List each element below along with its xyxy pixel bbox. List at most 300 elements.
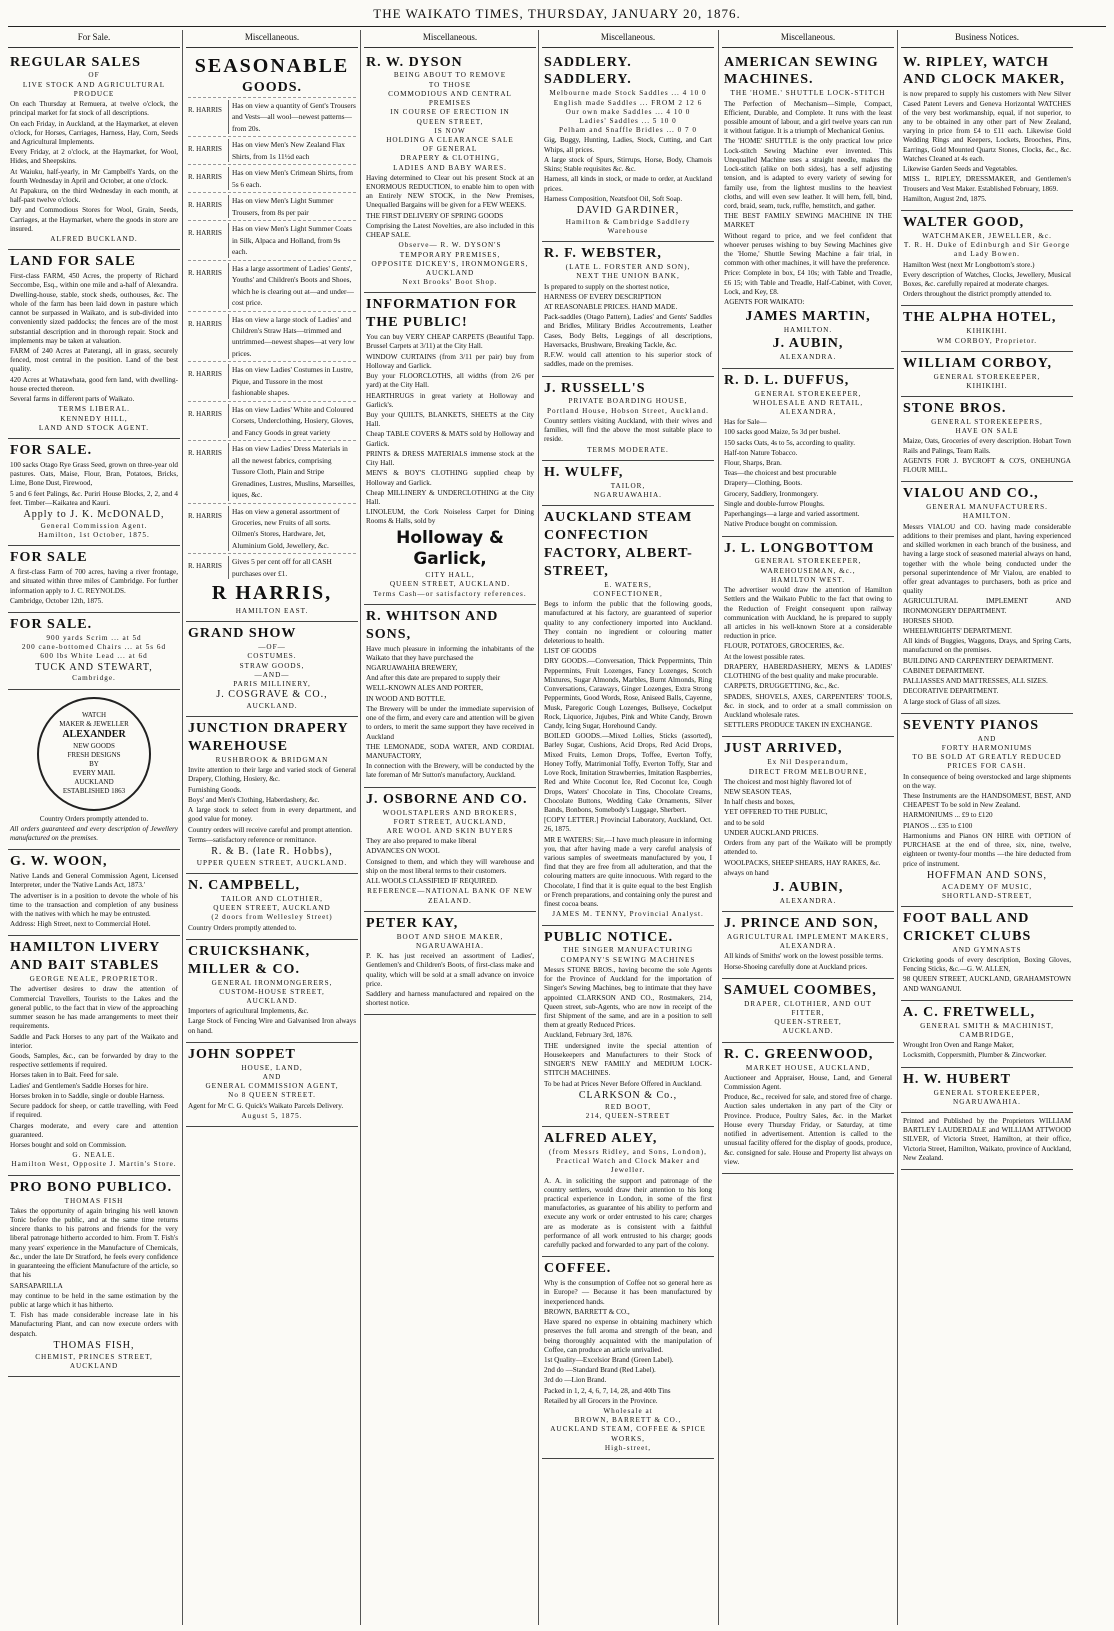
ad-paragraph: FARM of 240 Acres at Paterangi, all in grass, securely fenced, most central in the position. Land of the best quality. bbox=[10, 347, 178, 374]
ad-line: GENERAL STOREKEEPER, bbox=[933, 372, 1041, 381]
ad-paragraph: Address: High Street, next to Commercial Hotel. bbox=[10, 920, 151, 929]
advertisement bbox=[364, 293, 536, 604]
ad-paragraph: Messrs VIALOU and CO. having made considerable additions to their premises and plant, having experienced and skilled workmen in each branch of the business, and having a large stock of seasoned material always on hand, together with the whole being conducted under the personal superintendence of Mr Vialou, are enabled to offer great advantages to purchasers, both as price and quality bbox=[903, 522, 1071, 596]
ad-paragraph: Pack-saddles (Otago Pattern), Ladies' and Gents' Saddles and Bridles, Military Bridles Accoutrements, Leather Cases, Body Belts, Leggings of all descriptions, Haversacks, Brushware, Breaking Tackle, &c. bbox=[544, 313, 712, 349]
ad-paragraph: The advertiser desires to draw the attention of Commercial Travellers, Tourists to the Lakes and the general public, to the fact that in view of the approaching summer season he has made arrangements to meet their requirements. bbox=[10, 985, 178, 1031]
ad-paragraph: These Instruments are the HANDSOMEST, BEST, AND CHEAPEST To be sold in New Zealand. bbox=[903, 792, 1071, 810]
ad-line: KIHIKIHI. bbox=[966, 327, 1008, 336]
ad-title: SADDLERY. SADDLERY. bbox=[544, 54, 632, 88]
harris-item: Has on view Men's Light Summer Trousers, from 8s per pair bbox=[228, 195, 356, 218]
column-header: Miscellaneous. bbox=[722, 30, 894, 48]
advertisement bbox=[186, 51, 358, 623]
ad-paragraph: 100 sacks good Maize, 5s 3d per bushel. bbox=[724, 428, 841, 437]
ad-signoff: QUEEN STREET, AUCKLAND. bbox=[389, 580, 511, 589]
ad-line: ARE WOOL AND SKIN BUYERS bbox=[386, 827, 514, 836]
advertisement bbox=[186, 940, 358, 1043]
ad-line: AND GYMNASTS bbox=[952, 945, 1022, 954]
ad-paragraph: Terms—satisfactory reference or remittance. bbox=[188, 835, 317, 844]
ad-line: BOOT AND SHOE MAKER, bbox=[396, 932, 504, 941]
ad-signoff: OPPOSITE DICKEY'S, IRONMONGERS, bbox=[371, 259, 529, 268]
ad-title: VIALOU AND CO., bbox=[903, 486, 1039, 502]
ad-line: GENERAL STOREKEEPERS, bbox=[931, 417, 1043, 426]
advertisement bbox=[364, 51, 536, 294]
ad-paragraph: The choicest and most highly flavored lot of bbox=[724, 777, 852, 786]
ad-title: FOR SALE. bbox=[10, 617, 93, 632]
ad-paragraph: The Brewery will be under the immediate supervision of one of the firm, and every care and attention will be given to orders, to merit the same support they have received in Auckland bbox=[366, 704, 534, 741]
ad-signoff: R. & B. (late R. Hobbs), bbox=[211, 845, 333, 857]
ad-paragraph: In half chests and boxes, bbox=[724, 798, 795, 807]
ad-line: CUSTOM-HOUSE STREET, bbox=[219, 987, 325, 996]
ad-paragraph: The Perfection of Mechanism—Simple, Compact, Efficient, Durable, and Complete. It runs with the least possible amount of labour, and a girl twelve years can run it without fatigue. It is a triumph of Mechanical Genius. bbox=[724, 99, 892, 136]
ad-signoff: Hamilton & Cambridge Saddlery Warehouse bbox=[565, 217, 691, 235]
ad-paragraph: may continue to be held in the same estimation by the public at large which it has hitherto. bbox=[10, 1291, 178, 1309]
advertisement bbox=[542, 51, 714, 243]
ad-line: PARIS MILLINERY, bbox=[233, 679, 311, 688]
ad-line: OF bbox=[88, 71, 100, 80]
ad-paragraph: 150 sacks Oats, 4s to 5s, according to quality. bbox=[724, 438, 856, 447]
harris-row bbox=[188, 164, 356, 192]
ad-signoff: J. COSGRAVE & CO., bbox=[216, 689, 328, 701]
ad-paragraph: A first-class Farm of 700 acres, having a river frontage, and situated within three miles of Cambridge. For further information apply to J. C. REYNOLDS. bbox=[10, 568, 178, 595]
advertisement bbox=[364, 788, 536, 912]
ad-paragraph: HEARTHRUGS in great variety at Holloway and Garlick's. bbox=[366, 391, 534, 409]
ad-title: COFFEE. bbox=[544, 1261, 612, 1277]
ad-paragraph: [COPY LETTER.] Provincial Laboratory, Auckland, Oct. 26, 1875. bbox=[544, 816, 712, 834]
column-rule bbox=[718, 30, 719, 1625]
ad-paragraph: Hamilton, August 2nd, 1875. bbox=[903, 194, 987, 203]
ad-line: GEORGE NEALE, PROPRIETOR. bbox=[29, 975, 159, 984]
ad-title: H. W. HUBERT bbox=[903, 1071, 1011, 1087]
ad-paragraph: Horse-Shoeing carefully done at Auckland prices. bbox=[724, 962, 868, 971]
ad-title: SAMUEL COOMBES, bbox=[724, 982, 877, 998]
ad-signoff: ALFRED BUCKLAND. bbox=[50, 235, 138, 244]
ad-signoff: Next Brooks' Boot Shop. bbox=[402, 278, 498, 287]
ad-signoff: TERMS LIBERAL. bbox=[58, 405, 130, 414]
ad-signoff: CITY HALL, bbox=[425, 571, 475, 580]
ad-paragraph: Agent for Mr C. G. Quick's Waikato Parcels Delivery. bbox=[188, 1101, 344, 1110]
ad-paragraph: SARSAPARILLA bbox=[10, 1281, 63, 1290]
ad-paragraph: WOOLPACKS, SHEEP SHEARS, HAY RAKES, &c. bbox=[724, 858, 881, 867]
ad-paragraph: Harness Composition, Neatsfoot Oil, Soft Soap. bbox=[544, 194, 683, 203]
advertisement bbox=[186, 1043, 358, 1127]
ad-signoff: Observe— R. W. DYSON'S bbox=[398, 241, 502, 250]
ad-line: MARKET HOUSE, AUCKLAND, bbox=[745, 1063, 871, 1072]
ad-line: CAMBRIDGE, bbox=[959, 1031, 1015, 1040]
advertisement bbox=[722, 537, 894, 738]
column-rule bbox=[897, 30, 898, 1625]
ad-line: Melbourne made Stock Saddles ... 4 10 0 bbox=[549, 89, 707, 98]
ad-subtitle: GOODS. bbox=[241, 80, 303, 96]
ad-line: —AND— bbox=[254, 670, 290, 679]
ad-paragraph: Having determined to Clear out his present Stock at an ENORMOUS REDUCTION, to enable him to open with an Entirely NEW STOCK, in the New Premises, Unequalled Bargains will be given for a FEW WEEKS. bbox=[366, 173, 534, 210]
ad-signoff: Holloway & Garlick, bbox=[396, 527, 504, 570]
ad-line: CONFECTIONER, bbox=[593, 589, 663, 598]
harris-item: Has a large assortment of Ladies' Gents', Youths' and Children's Boots and Shoes, which he is clearing out at—and under—cost price. bbox=[228, 263, 356, 309]
ad-paragraph: Without regard to price, and we feel confident that whoever peruses wishing to buy Sewing Machines give the 'Home,' Shuttle Sewing Machine a fair trial, in common with other machines, it will have the preference. bbox=[724, 231, 892, 268]
ad-paragraph: YET OFFERED TO THE PUBLIC, bbox=[724, 808, 828, 817]
ad-paragraph: Printed and Published by the Proprietors WILLIAM BARTLEY LAUDERDALE and WILLIAM ATTWOOD SILVER, of Victoria Street, Hamilton, at their office, Victoria Street, Hamilton, Waikato, province of Auckland, New Zealand. bbox=[903, 1117, 1071, 1162]
ad-paragraph: 3rd do —Lion Brand. bbox=[544, 1376, 607, 1385]
ad-paragraph: All kinds of Smiths' work on the lowest possible terms. bbox=[724, 952, 884, 961]
harris-name: R. HARRIS bbox=[188, 268, 222, 277]
ad-paragraph: BOILED GOODS.—Mixed Lollies, Sticks (assorted), Barley Sugar, Cushions, Acid Drops, Red Acid Drops, Mixed Fruits, Lemon Drops, Toffee, Everton Toffy, Honey Toffy, Matrimonial Toffy, Everton Toffy, Star and Love Rock, Imitation Strawberries, Imitation Raspberries, Red and White Coconut Ice, Red Coconut Ice, Cough Drops, Waters' Chocolate in Tins, Chocolate Creams, Chocolate Buttons, Wedding Cake Ornaments, Silver Bands, Bonbons, Somebody's Luggage, Sherbert. bbox=[544, 732, 712, 814]
ad-title: INFORMATION FOR THE PUBLIC! bbox=[366, 297, 518, 331]
ad-line: WHOLESALE AND RETAIL, bbox=[752, 398, 864, 407]
ad-paragraph: Likewise Garden Seeds and Vegetables. bbox=[903, 165, 1018, 174]
ad-paragraph: Harness, all kinds in stock, or made to order, at Auckland prices. bbox=[544, 175, 712, 193]
ad-line: (LATE L. FORSTER AND SON), bbox=[565, 263, 691, 272]
ad-paragraph: WHEELWRIGHTS' DEPARTMENT. bbox=[903, 627, 1012, 636]
ad-title: WILLIAM CORBOY, bbox=[903, 355, 1053, 371]
advertisement bbox=[901, 482, 1073, 714]
ad-signoff: HAMILTON EAST. bbox=[235, 606, 309, 615]
ad-paragraph: Produce, &c., received for sale, and stored free of charge. Auction sales undertaken in any part of the City or Province. Produce, Poultry Sales, &c. in the Market House every Thursday Friday, or Saturday, at time notified in advertisement. Attention is called to the unusual facility offered for the display of goods, produce, &c. consigned for sale. House and Property list always on view. bbox=[724, 1093, 892, 1166]
ad-signoff: G. NEALE. bbox=[72, 1151, 116, 1160]
ad-title: PRO BONO PUBLICO. bbox=[10, 1179, 173, 1195]
ad-paragraph: And after this date are prepared to supply their bbox=[366, 674, 501, 683]
seal-text: WATCH bbox=[81, 711, 107, 720]
advertisement bbox=[722, 979, 894, 1043]
ad-line: (2 doors from Wellesley Street) bbox=[211, 913, 333, 922]
ad-caption: Country Orders promptly attended to. bbox=[39, 814, 149, 823]
harris-item: Has on view Men's Light Summer Coats in Silk, Alpaca and Holland, from 9s each. bbox=[228, 223, 356, 257]
column-6 bbox=[901, 30, 1073, 1625]
advertisement bbox=[8, 1176, 180, 1377]
ad-paragraph: MISS L. RIPLEY, DRESSMAKER, and Gentlemen's Trousers and Vest Maker. Established February, 1869. bbox=[903, 175, 1071, 193]
ad-paragraph: Cheap MILLINERY & UNDERCLOTHING at the City Hall. bbox=[366, 488, 534, 506]
harris-row bbox=[188, 553, 356, 581]
ad-line: HOLDING A CLEARANCE SALE bbox=[386, 135, 514, 144]
ad-paragraph: All kinds of Buggies, Waggons, Drays, and Spring Carts, manufactured on the premises. bbox=[903, 637, 1071, 655]
advertisement bbox=[901, 714, 1073, 907]
ad-title: FOR SALE. bbox=[10, 442, 93, 458]
ad-title: SEASONABLE bbox=[194, 54, 350, 77]
ad-signoff: TUCK AND STEWART, bbox=[35, 661, 153, 673]
advertisement bbox=[8, 690, 180, 851]
ad-paragraph: THE BEST FAMILY SEWING MACHINE IN THE MARKET bbox=[724, 212, 892, 230]
ad-paragraph: NEW SEASON TEAS, bbox=[724, 787, 792, 796]
masthead-rule bbox=[8, 26, 1106, 27]
ad-signoff: HOFFMAN AND SONS, bbox=[926, 869, 1048, 881]
ad-title: FOOT BALL AND CRICKET CLUBS bbox=[903, 911, 1032, 944]
ad-signoff: TERMS MODERATE. bbox=[587, 445, 669, 454]
ad-title: AUCKLAND STEAM CONFECTION FACTORY, ALBERT-STREET, bbox=[544, 510, 693, 579]
ad-paragraph: ADVANCES ON WOOL bbox=[366, 847, 440, 856]
ad-paragraph: 420 Acres at Whatawhata, good fern land, with dwelling-house erected thereon. bbox=[10, 375, 178, 393]
ad-signoff: THOMAS FISH, bbox=[53, 1339, 135, 1351]
ad-paragraph: MEN'S & BOY'S CLOTHING supplied cheap by Holloway and Garlick. bbox=[366, 469, 534, 487]
ad-title: THE ALPHA HOTEL, bbox=[903, 310, 1057, 326]
ad-paragraph: Consigned to them, and which they will warehouse and ship on the most liberal terms to their customers. bbox=[366, 857, 534, 875]
ad-paragraph: PALLIASSES AND MATTRESSES, ALL SIZES. bbox=[903, 677, 1048, 686]
column-header: Miscellaneous. bbox=[186, 30, 358, 48]
ad-paragraph: On each Friday, in Auckland, at the Haymarket, at eleven o'clock, for Horses, Carriages, Harness, Hay, Corn, Seeds and Agricultural Implements. bbox=[10, 119, 178, 146]
ad-paragraph: Buy your QUILTS, BLANKETS, SHEETS at the City Hall. bbox=[366, 411, 534, 429]
advertisement bbox=[901, 907, 1073, 1001]
harris-row bbox=[188, 311, 356, 362]
ad-paragraph: DRAPERY, HABERDASHERY, MEN'S & LADIES' CLOTHING of the best quality and make procurable. bbox=[724, 662, 892, 681]
harris-name: R. HARRIS bbox=[188, 409, 222, 418]
ad-line: 600 lbs White Lead ... at 6d bbox=[40, 652, 148, 661]
ad-signoff: J. AUBIN, bbox=[772, 336, 844, 352]
seal-text: BY bbox=[89, 759, 99, 768]
ad-title: A. C. FRETWELL, bbox=[903, 1004, 1036, 1020]
ad-line: NGARUAWAHIA. bbox=[594, 490, 662, 499]
harris-item: Has on view a general assortment of Groceries, new Fruits of all sorts. Oilmen's Stores, Hardware, Jet, Aluminium Gold, Jewellery, &c. bbox=[228, 506, 356, 552]
ad-paragraph: In consequence of being overstocked and large shipments on the way. bbox=[903, 772, 1071, 790]
ad-paragraph: FLOUR, POTATOES, GROCERIES, &c. bbox=[724, 642, 845, 651]
ad-line: HAMILTON WEST. bbox=[770, 575, 846, 584]
ad-line: E. WATERS, bbox=[604, 580, 652, 589]
ad-line: COSTUMES. bbox=[247, 652, 297, 661]
ad-title: R. D. L. DUFFUS, bbox=[724, 372, 850, 388]
ad-signoff: DAVID GARDINER, bbox=[576, 204, 680, 216]
ad-paragraph: Secure paddock for sheep, or cattle travelling, with Feed if required. bbox=[10, 1102, 178, 1120]
ad-paragraph: and to be sold bbox=[724, 818, 765, 827]
ad-line: (from Messrs Ridley, and Sons, London), bbox=[549, 1147, 707, 1156]
advertisement bbox=[542, 926, 714, 1127]
ad-paragraph: THE undersigned invite the special attention of Housekeepers and Manufacturers to their Stock of SINGER'S NEW FAMILY and MEDIUM LOCK-STITCH MACHINES. bbox=[544, 1041, 712, 1078]
ad-signoff: High-street, bbox=[604, 1443, 652, 1452]
harris-name: R. HARRIS bbox=[188, 511, 222, 520]
ad-paragraph: Is prepared to supply on the shortest notice, bbox=[544, 282, 670, 291]
ad-line: NGARUAWAHIA. bbox=[416, 941, 484, 950]
advertisement bbox=[542, 1127, 714, 1257]
ad-line: AGRICULTURAL IMPLEMENT MAKERS, bbox=[726, 932, 890, 941]
ad-paragraph: DRY GOODS.—Conversation, Thick Peppermints, Thin Peppermints, Fruit Lozenges, Fancy Lozenges, Scotch Mixtures, Sugar Almonds, Marbles, Burnt Almonds, Ring Conversations, Caraways, Ginger Lozenges, Extra Strong Peppermints, Good Words, Rose, Aniseed Balls, Cayenne, Musk, Paregoric Cough Lozenges, Bullseye, Cockelput Rock, Liquorice, Jujubes, Pink and White Candy, Brown Candy, Icing Sugar, Horehound Candy. bbox=[544, 657, 712, 730]
harris-row bbox=[188, 192, 356, 220]
ad-line: ALEXANDRA. bbox=[779, 942, 837, 951]
ad-paragraph: Cheap TABLE COVERS & MATS sold by Holloway and Garlick. bbox=[366, 430, 534, 448]
advertisement bbox=[8, 250, 180, 439]
ad-signoff: JAMES M. TENNY, Provincial Analyst. bbox=[552, 910, 704, 919]
ad-paragraph: HORSES SHOD. bbox=[903, 616, 954, 625]
advertisement bbox=[722, 1043, 894, 1174]
column-5 bbox=[722, 30, 894, 1625]
ad-paragraph: NGARUAWAHIA BREWERY, bbox=[366, 664, 458, 673]
ad-line: FORT STREET, AUCKLAND, bbox=[393, 817, 507, 826]
ad-paragraph: 100 sacks Otago Rye Grass Seed, grown on three-year old pastures. Oats, Maise, Flour, Bran, Potatoes, Bricks, Lime, Bone Dust, Firewood, bbox=[10, 460, 178, 488]
ad-paragraph: DECORATIVE DEPARTMENT. bbox=[903, 687, 999, 696]
ad-line: Ex Nil Desperandum, bbox=[767, 758, 849, 767]
ad-title: J. RUSSELL'S bbox=[544, 380, 646, 396]
seal-text: NEW GOODS bbox=[73, 742, 115, 751]
ad-title: GRAND SHOW bbox=[188, 626, 297, 642]
ad-line: HAMILTON. bbox=[962, 512, 1012, 521]
ad-paragraph: SPADES, SHOVELS, AXES, CARPENTERS' TOOLS, &c. in stock, and to order at a small commission on Auckland wholesale rates. bbox=[724, 692, 892, 719]
ad-paragraph: Why is the consumption of Coffee not so general here as in Europe? — Because it has been manufactured by inexperienced hands. bbox=[544, 1279, 712, 1306]
ad-title: STONE BROS. bbox=[903, 401, 1007, 417]
ad-signoff: TEMPORARY PREMISES, bbox=[399, 250, 501, 259]
watchmaker-seal bbox=[37, 697, 151, 811]
ad-paragraph: ALL WOOLS CLASSIFIED IF REQUIRED. bbox=[366, 877, 498, 886]
ad-line: English made Saddles ... FROM 2 12 6 bbox=[553, 98, 703, 107]
column-header: Miscellaneous. bbox=[542, 30, 714, 48]
ad-line: DRAPERY & CLOTHING, bbox=[400, 154, 500, 163]
ad-paragraph: Saddle and Pack Horses to any part of the Waikato and interior. bbox=[10, 1032, 178, 1050]
ad-paragraph: AGRICULTURAL IMPLEMENT AND IRONMONGERY DEPARTMENT. bbox=[903, 597, 1071, 615]
ad-title: J. L. LONGBOTTOM bbox=[724, 540, 875, 556]
harris-row bbox=[188, 260, 356, 311]
ad-paragraph: SETTLERS PRODUCE TAKEN IN EXCHANGE. bbox=[724, 721, 873, 730]
ad-note: All orders guaranteed and every description of Jewellery manufactured on the premises. bbox=[10, 824, 178, 843]
ad-signoff: J. AUBIN, bbox=[772, 879, 844, 895]
ad-paragraph: Half-ton Nature Tobacco. bbox=[724, 448, 798, 457]
ad-line: Portland House, Hobson Street, Auckland. bbox=[547, 406, 709, 415]
ad-line: 200 cane-bottomed Chairs ... at 5s 6d bbox=[21, 643, 167, 652]
ad-paragraph: Invite attention to their large and varied stock of General Drapery, Clothing, Hosiery, &c. bbox=[188, 766, 356, 784]
ad-line: COMMODIOUS AND CENTRAL bbox=[388, 89, 512, 98]
advertisement bbox=[901, 1001, 1073, 1068]
ad-line: WAREHOUSEMAN, &c., bbox=[760, 566, 856, 575]
advertisement bbox=[8, 936, 180, 1175]
ad-line: OF GENERAL bbox=[422, 145, 478, 154]
ad-paragraph: Auckland, February 3rd, 1876. bbox=[544, 1031, 633, 1040]
ad-paragraph: At the lowest possible rates. bbox=[724, 652, 805, 661]
ad-paragraph: Country Orders promptly attended to. bbox=[188, 923, 297, 932]
ad-paragraph: Packed in 1, 2, 4, 6, 7, 14, 28, and 40lb Tins bbox=[544, 1386, 671, 1395]
ad-line: NEXT THE UNION BANK, bbox=[576, 272, 680, 281]
ad-paragraph: At Waiuku, half-yearly, in Mr Campbell's Yards, on the fourth Wednesday in April and October, at one o'clock. bbox=[10, 167, 178, 185]
advertisement bbox=[901, 1113, 1073, 1170]
ad-signoff: Hamilton West, Opposite J. Martin's Store. bbox=[11, 1160, 177, 1169]
ad-title: N. CAMPBELL, bbox=[188, 877, 300, 893]
advertisement bbox=[901, 1068, 1073, 1113]
ad-paragraph: CABINET DEPARTMENT. bbox=[903, 666, 985, 675]
ad-line: GENERAL SMITH & MACHINIST, bbox=[920, 1021, 1054, 1030]
harris-row bbox=[188, 401, 356, 440]
ad-paragraph: Country settlers visiting Auckland, with their wives and families, will find the above the most suitable place to reside. bbox=[544, 416, 712, 444]
ad-line: GENERAL COMMISSION AGENT, bbox=[205, 1082, 339, 1091]
advertisement bbox=[364, 605, 536, 788]
ad-line: T. R. H. Duke of Edinburgh and Sir George and Lady Bowen. bbox=[903, 241, 1071, 259]
ad-paragraph: Charges moderate, and every care and attention guaranteed. bbox=[10, 1121, 178, 1139]
ad-line: DIRECT FROM MELBOURNE, bbox=[748, 767, 868, 776]
seal-text: MAKER & JEWELLER bbox=[59, 720, 129, 729]
ad-paragraph: The advertiser is in a position to devote the whole of his time to the transaction and completion of any business with the natives with which he may be entrusted. bbox=[10, 891, 178, 919]
ad-line: GENERAL STOREKEEPER, bbox=[933, 1088, 1041, 1097]
ad-title: JUST ARRIVED, bbox=[724, 741, 843, 757]
ad-line: GENERAL STOREKEEPER, bbox=[754, 557, 862, 566]
ad-title: AMERICAN SEWING MACHINES. bbox=[724, 54, 879, 88]
ad-paragraph: Native Lands and General Commission Agent, Licensed Interpreter, under the 'Native Lands Act, 1873.' bbox=[10, 872, 178, 890]
ad-line: BEING ABOUT TO REMOVE bbox=[393, 71, 507, 80]
ad-paragraph: WELL-KNOWN ALES AND PORTER, bbox=[366, 684, 483, 693]
ad-paragraph: is now prepared to supply his customers with New Silver Cased Patent Levers and Geneva Horizontal WATCHES of the very best workmanship, equal, if not superior, to any to be obtained in any other part of New Zealand, varying in price from £4 to £11 each. Likewise Gold Wedding Rings and Keepers, Lockets, Brooches, Pins, Earrings, Gold Mounted Quartz Stones, Clocks, &c., &c. Watches Cleaned at 4s each. bbox=[903, 90, 1071, 163]
column-1 bbox=[8, 30, 180, 1625]
advertisement bbox=[722, 737, 894, 912]
ad-paragraph: Maize, Oats, Groceries of every description. Hobart Town Rails and Palings, Team Rails. bbox=[903, 437, 1071, 455]
harris-name: R. HARRIS bbox=[188, 319, 222, 328]
ad-title: R. F. WEBSTER, bbox=[544, 246, 662, 262]
advertisement bbox=[542, 1257, 714, 1459]
ad-line: —OF— bbox=[258, 643, 286, 652]
ad-line: AUCKLAND. bbox=[246, 997, 298, 1006]
ad-line: GENERAL STOREKEEPER, bbox=[754, 389, 862, 398]
ad-title: W. RIPLEY, WATCH AND CLOCK MAKER, bbox=[903, 54, 1065, 88]
ad-paragraph: Has for Sale— bbox=[724, 418, 767, 427]
ad-paragraph: BROWN, BARRETT & CO., bbox=[544, 1307, 630, 1316]
ad-signoff: AUCKLAND bbox=[425, 269, 475, 278]
ad-signoff: R HARRIS, bbox=[211, 582, 333, 605]
harris-item: Has on view Men's Crimean Shirts, from 5s 6 each. bbox=[228, 167, 356, 190]
advertisement bbox=[186, 717, 358, 874]
harris-row bbox=[188, 97, 356, 136]
ad-paragraph: Price: Complete in box, £4 10s; with Table and Treadle, £6 15; with Table and Treadle, Half-Cabinet, with Cover, Lock, and Key, £8. bbox=[724, 269, 892, 296]
ad-paragraph: LIST OF GOODS bbox=[544, 647, 597, 656]
ad-paragraph: IN WOOD AND BOTTLE. bbox=[366, 694, 446, 703]
ad-signoff: LAND AND STOCK AGENT. bbox=[38, 423, 150, 432]
ad-title: ALFRED ALEY, bbox=[544, 1130, 658, 1146]
masthead: THE WAIKATO TIMES, THURSDAY, JANUARY 20, 1876. bbox=[373, 6, 741, 21]
ad-paragraph: Have much pleasure in informing the inhabitants of the Waikato that they have purchased the bbox=[366, 644, 534, 662]
seal-text: ESTABLISHED 1863 bbox=[62, 786, 126, 795]
harris-item: Has on view Ladies' Dress Materials in all the newest fabrics, comprising Tussore Cloth, Plain and Stripe Grenadines, Lustres, Muslins, Marseilles, iques, &c. bbox=[228, 443, 356, 500]
ad-line: THE SINGER MANUFACTURING COMPANY'S SEWING MACHINES bbox=[560, 946, 696, 964]
ad-paragraph: Every description of Watches, Clocks, Jewellery, Musical Boxes, &c. carefully repaired at moderate charges. bbox=[903, 270, 1071, 288]
ad-paragraph: Retailed by all Grocers in the Province. bbox=[544, 1396, 658, 1405]
advertisement bbox=[722, 51, 894, 369]
ad-paragraph: Furnishing Goods. bbox=[188, 785, 242, 794]
ad-line: KIHIKIHI. bbox=[966, 381, 1008, 390]
advertisement bbox=[901, 51, 1073, 211]
ad-paragraph: P. K. has just received an assortment of Ladies', Gentlemen's and Children's Boots, of first-class make and quality, which will be sold at a small advance on invoice price. bbox=[366, 952, 534, 988]
advertisement bbox=[901, 306, 1073, 351]
ad-line: Pelham and Snaffle Bridles ... 0 7 0 bbox=[558, 126, 698, 135]
column-header: Business Notices. bbox=[901, 30, 1073, 48]
ad-signoff: CLARKSON & Co., bbox=[578, 1089, 678, 1101]
ad-paragraph: 5 and 6 feet Palings, &c. Puriri House Blocks, 2, 2, and 4 feet. Timber—Kaikatea and Kauri. bbox=[10, 489, 178, 507]
ad-paragraph: Every Friday, at 2 o'clock, at the Haymarket, for Wool, Hides, and Sheepskins. bbox=[10, 148, 178, 166]
ad-paragraph: Auctioneer and Appraiser, House, Land, and General Commission Agent. bbox=[724, 1073, 892, 1091]
harris-name: R. HARRIS bbox=[188, 562, 222, 571]
advertisement bbox=[542, 242, 714, 376]
ad-paragraph: Takes the opportunity of again bringing his well known Tonic before the public, and at the same time returns sincere thanks to his patrons and friends for the very liberal patronage hitherto accorded to him. From T. Fish's many years' experience in the Manufacture of Chemicals, &c., under the late Dr Stratford, he feels every confidence in guaranteeing the efficient Manufacture of the article, so that his bbox=[10, 1206, 178, 1280]
ad-line: RUSHBROOK & BRIDGMAN bbox=[215, 756, 329, 764]
ad-signoff: ALEXANDRA. bbox=[779, 896, 837, 905]
ad-paragraph: Drapery—Clothing, Boots. bbox=[724, 479, 803, 488]
advertisement bbox=[186, 874, 358, 940]
ad-line: WATCHMAKER, JEWELLER, &c. bbox=[922, 231, 1052, 240]
harris-row bbox=[188, 220, 356, 259]
ad-line: Our own make Saddles ... 4 10 0 bbox=[565, 107, 691, 116]
ad-signoff: BROWN, BARRETT & CO., bbox=[574, 1416, 682, 1425]
ad-paragraph: Locksmith, Coppersmith, Plumber & Zincworker. bbox=[903, 1051, 1047, 1060]
harris-item: Has on view a large stock of Ladies' and Children's Straw Hats—trimmed and untrimmed—newest shapes—at very low prices. bbox=[228, 314, 356, 360]
ad-paragraph: Horses broken in to Saddle, single or double Harness. bbox=[10, 1091, 165, 1100]
ad-line: IS NOW bbox=[434, 126, 466, 135]
ad-title: REGULAR SALES bbox=[10, 54, 141, 70]
ad-title: SEVENTY PIANOS bbox=[903, 717, 1040, 733]
ad-paragraph: Wrought Iron Oven and Range Maker, bbox=[903, 1041, 1014, 1050]
ad-title: R. C. GREENWOOD, bbox=[724, 1046, 874, 1062]
advertisement bbox=[722, 912, 894, 979]
ad-paragraph: WINDOW CURTAINS (from 3/11 per pair) buy from Holloway and Garlick. bbox=[366, 352, 534, 370]
seal-text: FRESH DESIGNS bbox=[67, 751, 121, 760]
ad-paragraph: MR E WATERS: Sir,—I have much pleasure in informing you, that after having made a very careful analysis of various samples of sweetmeats manufactured by you, I find that they are free from all adulteration, and that the colouring matters are quite innocuous. With regard to the Chocolate, I find that it is quite equal to the best English or French preparations, and containing only the purest and finest cocoa beans. bbox=[544, 835, 712, 909]
seal-text: ALEXANDER bbox=[62, 729, 126, 741]
ad-title: J. OSBORNE AND CO. bbox=[366, 791, 528, 807]
advertisement bbox=[8, 850, 180, 936]
ad-paragraph: Gig, Buggy, Hunting, Ladies, Stock, Cutting, and Cart Whips, all prices. bbox=[544, 136, 712, 154]
ad-line: HAVE ON SALE bbox=[955, 427, 1019, 436]
harris-item: Has on view Ladies' White and Coloured Corsets, Underclothing, Hosiery, Gloves, and Fancy Goods in great variety bbox=[228, 404, 356, 438]
ad-paragraph: HARMONIUMS ... £9 to £120 bbox=[903, 811, 993, 820]
ad-line: LIVE STOCK AND AGRICULTURAL PRODUCE bbox=[22, 80, 166, 98]
ad-line: No 8 QUEEN STREET. bbox=[228, 1091, 316, 1100]
advertisement bbox=[722, 369, 894, 537]
ad-paragraph: UNDER AUCKLAND PRICES. bbox=[724, 828, 819, 837]
